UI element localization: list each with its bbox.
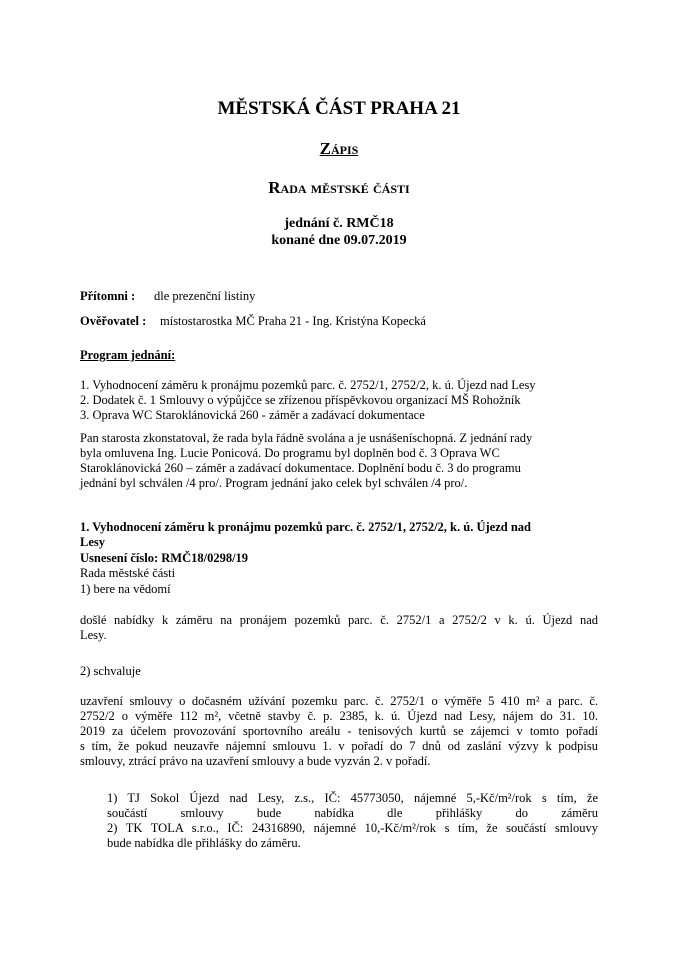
intro-line: Pan starosta zkonstatoval, že rada byla řádně svolána a je usnášeníschopná. Z jednání rady xyxy=(80,431,533,445)
intro-paragraph xyxy=(80,431,610,491)
point2-text xyxy=(80,694,598,769)
meeting-date: konané dne 09.07.2019 xyxy=(271,233,407,248)
point2-line: smlouvy, ztrácí právo na uzavření smlouvy a bude vyzván 2. v pořadí. xyxy=(80,754,431,768)
item1-heading-line: Lesy xyxy=(80,535,105,549)
resolution-number: Usnesení číslo: RMČ18/0298/19 xyxy=(80,551,249,565)
municipality-title: MĚSTSKÁ ČÁST PRAHA 21 xyxy=(217,98,461,119)
council-label: Rada městské části xyxy=(80,566,176,580)
program-item: 2. Dodatek č. 1 Smlouvy o výpůjčce se zřízenou příspěvkovou organizací MŠ Rohožník xyxy=(80,393,521,407)
document-type: Zápis xyxy=(319,139,359,158)
bidder-line: 2) TK TOLA s.r.o., IČ: 24316890, nájemné 10,-Kč/m²/rok s tím, že součástí smlouvy xyxy=(107,821,598,835)
verifier-label: Ověřovatel : xyxy=(80,314,147,328)
program-list xyxy=(80,378,610,423)
bidder-line: 1) TJ Sokol Újezd nad Lesy, z.s., IČ: 45773050, nájemné 5,-Kč/m²/rok s tím, že xyxy=(107,791,598,805)
program-item: 1. Vyhodnocení záměru k pronájmu pozemků parc. č. 2752/1, 2752/2, k. ú. Újezd nad Lesy xyxy=(80,378,536,392)
point1-label: 1) bere na vědomí xyxy=(80,582,171,596)
bidder-line: součástí smlouvy bude nabídka dle přihlášky do záměru xyxy=(107,806,598,820)
meeting-number: jednání č. RMČ18 xyxy=(284,216,394,231)
present-value: dle prezenční listiny xyxy=(154,289,256,303)
program-item: 3. Oprava WC Staroklánovická 260 - záměr a zadávací dokumentace xyxy=(80,408,425,422)
program-heading: Program jednání: xyxy=(80,348,176,362)
point2-label: 2) schvaluje xyxy=(80,664,141,678)
point2-line: s tím, že pokud neuzavře nájemní smlouvu 1. v pořadí do 7 dnů od zaslání výzvy k podpisu xyxy=(80,739,598,753)
intro-line: byla omluvena Ing. Lucie Ponicová. Do programu byl doplněn bod č. 3 Oprava WC xyxy=(80,446,500,460)
point2-line: 2752/2 o výměře 112 m², včetně stavby č. p. 2385, k. ú. Újezd nad Lesy, nájem do 31. 10. xyxy=(80,709,598,723)
point2-line: 2019 za účelem provozování sportovního areálu - tenisových kurtů se zájemci v tomto pořadí xyxy=(80,724,598,738)
intro-line: Staroklánovická 260 – záměr a zadávací dokumentace. Doplnění bodu č. 3 do programu xyxy=(80,461,521,475)
item1-heading xyxy=(80,520,610,550)
intro-line: jednání byl schválen /4 pro/. Program jednání jako celek byl schválen /4 pro/. xyxy=(80,476,468,490)
point1-line: Lesy. xyxy=(80,628,107,642)
present-label: Přítomni : xyxy=(80,289,136,303)
point1-text xyxy=(80,613,598,643)
verifier-value: místostarostka MČ Praha 21 - Ing. Kristýna Kopecká xyxy=(160,314,426,328)
verifier-row xyxy=(80,314,426,329)
point2-line: uzavření smlouvy o dočasném užívání pozemku parc. č. 2752/1 o výměře 5 410 m² a parc. č. xyxy=(80,694,598,708)
bidder-line: bude nabídka dle přihlášky do záměru. xyxy=(107,836,301,850)
point1-line: došlé nabídky k záměru na pronájem pozemků parc. č. 2752/1 a 2752/2 v k. ú. Újezd nad xyxy=(80,613,598,627)
present-row xyxy=(80,289,255,304)
item1-heading-line: 1. Vyhodnocení záměru k pronájmu pozemků parc. č. 2752/1, 2752/2, k. ú. Újezd nad xyxy=(80,520,531,534)
council-name: Rada městské části xyxy=(268,178,410,197)
bidders-list xyxy=(107,791,598,851)
